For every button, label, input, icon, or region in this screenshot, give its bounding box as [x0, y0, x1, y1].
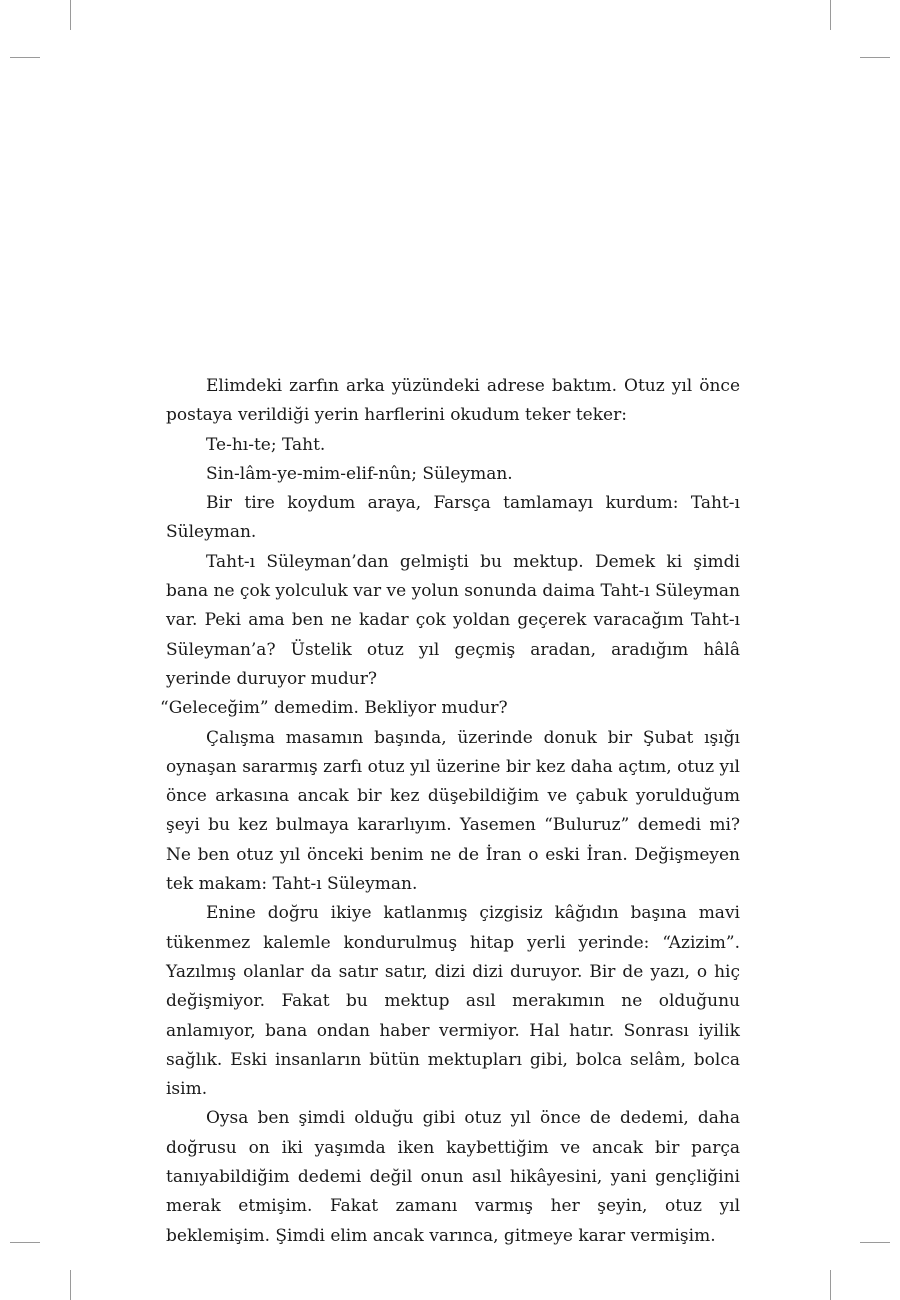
- body-text: [160, 372, 740, 1251]
- paragraph: Bir tire koydum araya, Farsça tamlamayı kurdum: Taht-ı Süleyman.: [166, 493, 740, 543]
- paragraph: “Geleceğim” demedim. Bekliyor mudur?: [160, 698, 508, 719]
- crop-mark: [830, 1270, 831, 1300]
- paragraph: Elimdeki zarfın arka yüzündeki adrese baktım. Otuz yıl önce postaya verildiği yerin harflerini okudum teker teker:: [166, 376, 740, 426]
- paragraph: Çalışma masamın başında, üzerinde donuk bir Şubat ışığı oynaşan sararmış zarfı otuz yıl üzerine bir kez daha açtım, otuz yıl önce arkasına ancak bir kez düşebildiğim ve çabuk yorulduğum şeyi bu kez bulmaya kararlıyım. Yasemen “Buluruz” demedi mi? Ne ben otuz yıl önceki benim ne de İran o eski İran. Değişmeyen tek makam: Taht-ı Süleyman.: [166, 727, 740, 895]
- paragraph: Taht-ı Süleyman’dan gelmişti bu mektup. Demek ki şimdi bana ne çok yolculuk var ve yolun sonunda daima Taht-ı Süleyman var. Peki ama ben ne kadar çok yoldan geçerek varacağım Taht-ı Süleyman’a? Üstelik otuz yıl geçmiş aradan, aradığım hâlâ yerinde duruyor mudur?: [166, 551, 740, 689]
- paragraph: Oysa ben şimdi olduğu gibi otuz yıl önce de dedemi, daha doğrusu on iki yaşımda iken kaybettiğim ve ancak bir parça tanıyabildiğim dedemi değil onun asıl hikâyesini, yani gençliğini merak etmişim. Fakat zamanı varmış her şeyin, otuz yıl beklemişim. Şimdi elim ancak varınca, gitmeye karar vermişim.: [166, 1108, 740, 1246]
- crop-mark: [860, 57, 890, 58]
- crop-mark: [70, 0, 71, 30]
- paragraph: Te-hı-te; Taht.: [206, 434, 326, 455]
- crop-mark: [70, 1270, 71, 1300]
- paragraph: Enine doğru ikiye katlanmış çizgisiz kâğıdın başına mavi tükenmez kalemle kondurulmuş hitap yerli yerinde: “Azizim”. Yazılmış olanlar da satır satır, dizi dizi duruyor. Bir de yazı, o hiç değişmiyor. Fakat bu mektup asıl merakımın ne olduğunu anlamıyor, bana ondan haber vermiyor. Hal hatır. Sonrası iyilik sağlık. Eski insanların bütün mektupları gibi, bolca selâm, bolca isim.: [166, 903, 740, 1100]
- crop-mark: [860, 1242, 890, 1243]
- crop-mark: [10, 57, 40, 58]
- crop-mark: [830, 0, 831, 30]
- crop-mark: [10, 1242, 40, 1243]
- paragraph: Sin-lâm-ye-mim-elif-nûn; Süleyman.: [206, 463, 513, 484]
